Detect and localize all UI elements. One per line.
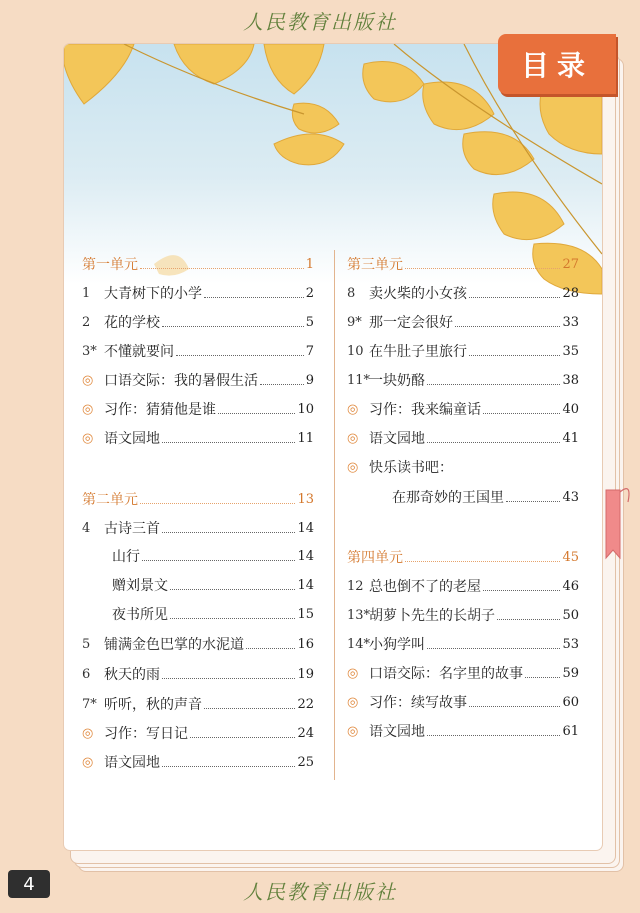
entry-title: 不懂就要问: [104, 344, 174, 360]
bullet-icon: ◎: [82, 725, 94, 741]
publisher-footer: 人民教育出版社: [243, 880, 397, 904]
page-title: 目录: [498, 34, 616, 94]
toc-entry[interactable]: [347, 661, 579, 685]
leader-dots: [260, 374, 304, 385]
lesson-number: 2: [82, 314, 91, 330]
page-ref: 59: [562, 665, 579, 681]
leader-dots: [204, 698, 295, 709]
toc-entry[interactable]: [347, 426, 579, 450]
leader-dots: [162, 756, 295, 767]
page-ref: 61: [562, 723, 579, 739]
leader-dots: [140, 258, 304, 269]
leader-dots: [469, 345, 560, 356]
leader-dots: [246, 638, 295, 649]
toc-entry[interactable]: [347, 719, 579, 743]
toc-entry[interactable]: [347, 397, 579, 421]
lesson-number: 5: [82, 636, 91, 652]
toc-entry[interactable]: [82, 310, 314, 334]
entry-title: 在那奇妙的王国里: [392, 490, 504, 506]
bullet-icon: ◎: [347, 430, 359, 446]
toc-entry[interactable]: [82, 692, 314, 716]
bullet-icon: ◎: [82, 372, 94, 388]
bullet-icon: ◎: [82, 430, 94, 446]
entry-title: 习作：写日记: [104, 726, 188, 742]
entry-title: 语文园地: [369, 431, 425, 447]
page-ref: 40: [562, 401, 579, 417]
toc-entry[interactable]: [82, 397, 314, 421]
page-ref: 60: [562, 694, 579, 710]
page-ref: 35: [562, 343, 579, 359]
leader-dots: [162, 316, 304, 327]
toc-entry[interactable]: [347, 339, 579, 363]
lesson-number: 7*: [82, 696, 97, 712]
entry-title: 小狗学叫: [369, 637, 425, 653]
entry-title: 习作：猜猜他是谁: [104, 402, 216, 418]
page-ref: 53: [562, 636, 579, 652]
toc-entry[interactable]: [82, 426, 314, 450]
entry-title: 山行: [112, 549, 140, 565]
leader-dots: [427, 432, 560, 443]
leader-dots: [162, 432, 295, 443]
column-divider: [334, 250, 335, 780]
toc-entry[interactable]: [82, 516, 314, 540]
leader-dots: [162, 668, 295, 679]
entry-title: 第二单元: [82, 492, 138, 508]
leader-dots: [497, 609, 560, 620]
leader-dots: [204, 287, 304, 298]
toc-page: [64, 44, 602, 850]
leader-dots: [469, 287, 560, 298]
bullet-icon: ◎: [347, 665, 359, 681]
leader-dots: [218, 403, 295, 414]
entry-title: 第四单元: [347, 550, 403, 566]
leader-dots: [525, 667, 560, 678]
leader-dots: [427, 725, 560, 736]
leader-dots: [405, 258, 560, 269]
toc-entry[interactable]: [82, 632, 314, 656]
toc-entry[interactable]: [82, 721, 314, 745]
toc-entry[interactable]: [82, 368, 314, 392]
toc-entry[interactable]: [347, 310, 579, 334]
lesson-number: 9*: [347, 314, 362, 330]
page-number-badge: 4: [8, 870, 50, 898]
entry-title: 第三单元: [347, 257, 403, 273]
toc-entry[interactable]: [392, 485, 579, 509]
entry-title: 习作：续写故事: [369, 695, 467, 711]
toc-entry[interactable]: [347, 690, 579, 714]
page-ref: 5: [305, 314, 314, 330]
page-ref: 14: [297, 577, 314, 593]
lesson-number: 13*: [347, 607, 371, 623]
leader-dots: [469, 696, 560, 707]
lesson-number: 11*: [347, 372, 371, 388]
toc-entry[interactable]: [82, 750, 314, 774]
lesson-number: 3*: [82, 343, 97, 359]
toc-entry[interactable]: [347, 368, 579, 392]
entry-title: 花的学校: [104, 315, 160, 331]
entry-title: 语文园地: [104, 431, 160, 447]
leader-dots: [170, 579, 295, 590]
leader-dots: [427, 374, 560, 385]
lesson-number: 14*: [347, 636, 371, 652]
entry-title: 秋天的雨: [104, 667, 160, 683]
entry-title: 语文园地: [369, 724, 425, 740]
entry-title: 古诗三首: [104, 521, 160, 537]
leader-dots: [190, 727, 295, 738]
entry-title: 赠刘景文: [112, 578, 168, 594]
entry-title: 胡萝卜先生的长胡子: [369, 608, 495, 624]
page-ref: 11: [297, 430, 314, 446]
entry-title: 铺满金色巴掌的水泥道: [104, 637, 244, 653]
page-ref: 33: [562, 314, 579, 330]
page-ref: 9: [305, 372, 314, 388]
page-ref: 22: [297, 696, 314, 712]
page-ref: 1: [305, 256, 314, 272]
toc-entry[interactable]: [347, 603, 579, 627]
publisher-header: 人民教育出版社: [243, 10, 397, 34]
bookmark-ribbon: [598, 480, 638, 570]
entry-title: 习作：我来编童话: [369, 402, 481, 418]
entry-title: 快乐读书吧：: [369, 460, 453, 476]
toc-entry[interactable]: [347, 281, 579, 305]
page-ref: 43: [562, 489, 579, 505]
entry-title: 夜书所见: [112, 607, 168, 623]
page-ref: 46: [562, 578, 579, 594]
lesson-number: 6: [82, 666, 91, 682]
page-ref: 41: [562, 430, 579, 446]
leader-dots: [405, 551, 560, 562]
page-ref: 14: [297, 520, 314, 536]
toc-entry[interactable]: [112, 602, 314, 626]
toc-entry[interactable]: [347, 632, 579, 656]
entry-title: 大青树下的小学: [104, 286, 202, 302]
leader-dots: [162, 522, 295, 533]
entry-title: 语文园地: [104, 755, 160, 771]
entry-title: 第一单元: [82, 257, 138, 273]
leader-dots: [506, 491, 560, 502]
bullet-icon: ◎: [82, 754, 94, 770]
bullet-icon: ◎: [82, 401, 94, 417]
toc-entry[interactable]: [347, 455, 579, 479]
page-ref: 27: [562, 256, 579, 272]
page-ref: 15: [297, 606, 314, 622]
entry-title: 口语交际：名字里的故事: [369, 666, 523, 682]
page-ref: 10: [297, 401, 314, 417]
lesson-number: 8: [347, 285, 356, 301]
leader-dots: [170, 608, 295, 619]
page-ref: 25: [297, 754, 314, 770]
page-ref: 38: [562, 372, 579, 388]
lesson-number: 1: [82, 285, 91, 301]
page-ref: 7: [305, 343, 314, 359]
toc-entry[interactable]: [82, 281, 314, 305]
lesson-number: 10: [347, 343, 364, 359]
entry-title: 口语交际：我的暑假生活: [104, 373, 258, 389]
toc-entry[interactable]: [347, 574, 579, 598]
bullet-icon: ◎: [347, 723, 359, 739]
page-ref: 16: [297, 636, 314, 652]
page-ref: 2: [305, 285, 314, 301]
toc-unit-heading[interactable]: [82, 252, 314, 276]
toc-entry[interactable]: [82, 339, 314, 363]
entry-title: 总也倒不了的老屋: [369, 579, 481, 595]
entry-title: 听听，秋的声音: [104, 697, 202, 713]
lesson-number: 4: [82, 520, 91, 536]
bullet-icon: ◎: [347, 694, 359, 710]
leader-dots: [483, 403, 560, 414]
page-ref: 24: [297, 725, 314, 741]
page-ref: 13: [297, 491, 314, 507]
toc-unit-heading[interactable]: [347, 545, 579, 569]
leader-dots: [176, 345, 304, 356]
toc-entry[interactable]: [82, 662, 314, 686]
toc-unit-heading[interactable]: [347, 252, 579, 276]
entry-title: 一块奶酪: [369, 373, 425, 389]
page-ref: 14: [297, 548, 314, 564]
entry-title: 卖火柴的小女孩: [369, 286, 467, 302]
bullet-icon: ◎: [347, 459, 359, 475]
entry-title: 那一定会很好: [369, 315, 453, 331]
entry-title: 在牛肚子里旅行: [369, 344, 467, 360]
page-ref: 19: [297, 666, 314, 682]
leader-dots: [483, 580, 560, 591]
toc-entry[interactable]: [112, 544, 314, 568]
leader-dots: [427, 638, 560, 649]
leader-dots: [455, 316, 560, 327]
page-ref: 50: [562, 607, 579, 623]
lesson-number: 12: [347, 578, 364, 594]
page-ref: 28: [562, 285, 579, 301]
bullet-icon: ◎: [347, 401, 359, 417]
page-ref: 45: [562, 549, 579, 565]
toc-entry[interactable]: [112, 573, 314, 597]
leader-dots: [142, 550, 295, 561]
leader-dots: [140, 493, 295, 504]
toc-unit-heading[interactable]: [82, 487, 314, 511]
